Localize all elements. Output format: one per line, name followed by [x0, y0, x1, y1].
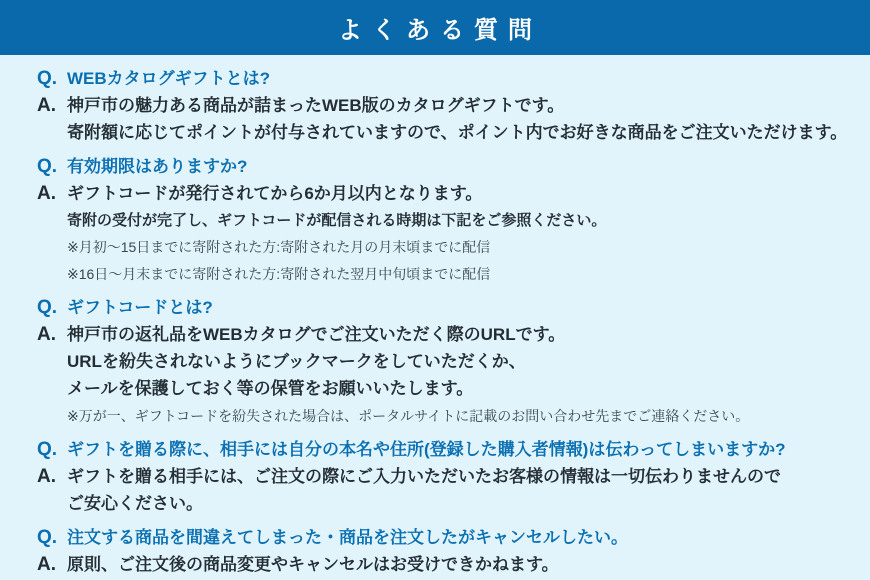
answer-line [37, 234, 852, 261]
answer-line [37, 261, 852, 288]
answer-text: ※16日〜月末までに寄附された方:寄附された翌月中旬頃までに配信 [67, 266, 491, 282]
answer-line [37, 552, 852, 579]
question-label: Q. [37, 156, 58, 177]
question-label: Q. [37, 68, 58, 89]
answer-text: ギフトコードが発行されてから6か月以内となります。 [67, 184, 483, 203]
question-row [37, 295, 852, 322]
answer-group [37, 552, 852, 579]
answer-text: ご安心ください。 [67, 494, 203, 513]
faq-item [37, 154, 852, 288]
answer-text: ※万が一、ギフトコードを紛失された場合は、ポータルサイトに記載のお問い合わせ先までご連絡ください。 [67, 408, 750, 424]
question-text: WEBカタログギフトとは? [67, 69, 271, 88]
faq-item [37, 66, 852, 147]
question-label: Q. [37, 439, 58, 460]
answer-text: 寄附額に応じてポイントが付与されていますので、ポイント内でお好きな商品をご注文いただけます。 [67, 123, 848, 142]
answer-text: ギフトを贈る相手には、ご注文の際にご入力いただいたお客様の情報は一切伝わりませんので [67, 467, 781, 486]
question-label: Q. [37, 527, 58, 548]
answer-line [37, 208, 852, 234]
answer-line [37, 93, 852, 120]
answer-line [37, 181, 852, 208]
question-text: ギフトコードとは? [67, 298, 213, 317]
answer-group [37, 464, 852, 518]
question-text: 有効期限はありますか? [67, 157, 248, 176]
answer-group [37, 93, 852, 147]
question-row [37, 437, 852, 464]
answer-group [37, 322, 852, 430]
answer-label: A. [37, 95, 56, 116]
answer-text: 寄附の受付が完了し、ギフトコードが配信される時期は下記をご参照ください。 [67, 212, 607, 229]
faq-item [37, 437, 852, 518]
answer-line [37, 464, 852, 491]
answer-line [37, 491, 852, 518]
answer-group [37, 181, 852, 288]
answer-line [37, 376, 852, 403]
page-title: よくある質問 [338, 17, 542, 44]
question-text: 注文する商品を間違えてしまった・商品を注文したがキャンセルしたい。 [67, 528, 628, 547]
answer-text: 原則、ご注文後の商品変更やキャンセルはお受けできかねます。 [67, 555, 559, 574]
faq-list [0, 55, 870, 579]
faq-item [37, 295, 852, 430]
answer-text: メールを保護しておく等の保管をお願いいたします。 [67, 379, 474, 398]
question-text: ギフトを贈る際に、相手には自分の本名や住所(登録した購入者情報)は伝わってしまいますか? [67, 440, 786, 459]
answer-text: 神戸市の返礼品をWEBカタログでご注文いただく際のURLです。 [67, 325, 566, 344]
answer-line [37, 322, 852, 349]
question-label: Q. [37, 297, 58, 318]
answer-text: URLを紛失されないようにブックマークをしていただくか、 [67, 352, 526, 371]
question-row [37, 66, 852, 93]
answer-line [37, 349, 852, 376]
faq-item [37, 525, 852, 579]
question-row [37, 525, 852, 552]
answer-line [37, 403, 852, 430]
answer-label: A. [37, 466, 56, 487]
answer-label: A. [37, 324, 56, 345]
header-bar [0, 0, 870, 55]
answer-label: A. [37, 554, 56, 575]
question-row [37, 154, 852, 181]
answer-label: A. [37, 183, 56, 204]
answer-text: 神戸市の魅力ある商品が詰まったWEB版のカタログギフトです。 [67, 96, 565, 115]
answer-text: ※月初〜15日までに寄附された方:寄附された月の月末頃までに配信 [67, 239, 491, 255]
answer-line [37, 120, 852, 147]
